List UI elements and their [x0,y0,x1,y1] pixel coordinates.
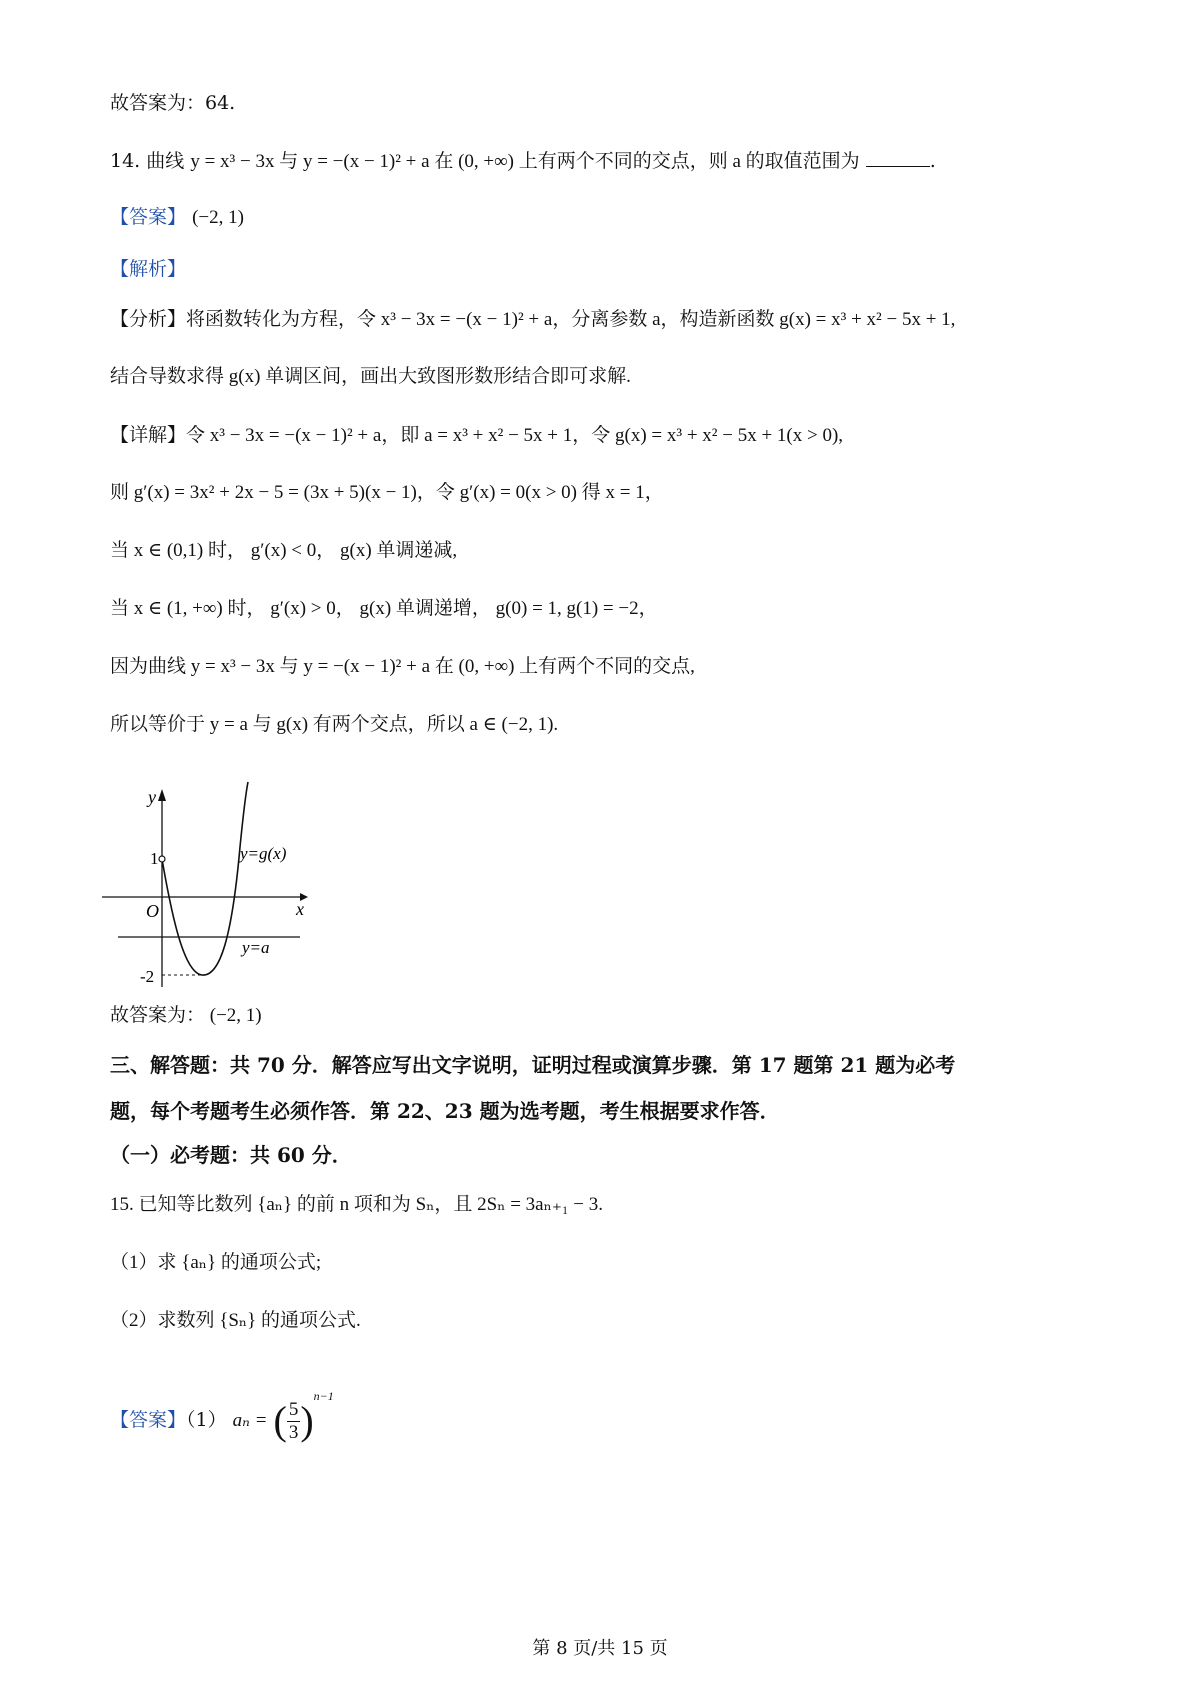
previous-answer: 故答案为：64. [110,92,236,114]
question-15-part-1: （1）求 {aₙ} 的通项公式; [110,1252,322,1273]
xiangjie-line-2: 则 g′(x) = 3x² + 2x − 5 = (3x + 5)(x − 1)，令 g′(x) = 0(x > 0) 得 x = 1， [110,482,664,503]
xiangjie-tag: 【详解】 [110,424,187,446]
origin-label: O [146,901,159,921]
xiangjie-line-5: 因为曲线 y = x³ − 3x 与 y = −(x − 1)² + a 在 (0, +∞) 上有两个不同的交点, [110,656,695,677]
question-14: 14. 曲线 y = x³ − 3x 与 y = −(x − 1)² + a 在 (0, +∞) 上有两个不同的交点，则 a 的取值范围为 . [110,150,936,172]
fenxi-line-2: 结合导数求得 g(x) 单调区间，画出大致图形数形结合即可求解. [110,366,631,387]
final-answer-text: 故答案为： (−2, 1) [110,1005,262,1026]
tick-label-neg2: -2 [140,967,155,986]
section-3-line-3: （一）必考题：共 60 分． [110,1143,352,1167]
fraction-numerator: 5 [288,1398,299,1420]
line-label: y=a [242,938,270,957]
y-axis-arrow [158,789,166,801]
question-14-number: 14. 曲线 [110,150,185,172]
section-3-line-2: 题，每个考题考生必须作答．第 22、23 题为选考题，考生根据要求作答． [110,1099,780,1123]
open-endpoint [159,856,165,862]
fenxi-text-1: 将函数转化为方程，令 x³ − 3x = −(x − 1)² + a，分离参数 a，构造新函数 g(x) = x³ + x² − 5x + 1, [186,309,956,330]
xiangjie-line-4: 当 x ∈ (1, +∞) 时， g′(x) > 0， g(x) 单调递增， g(0) = 1, g(1) = −2， [110,598,658,619]
answer-tag: 【答案】 [110,206,187,228]
answer-14-value: (−2, 1) [192,207,244,228]
fenxi-line-1 [110,304,955,335]
page-footer: 第 8 页/共 15 页 [532,1638,668,1659]
question-15: 15. 已知等比数列 {aₙ} 的前 n 项和为 Sₙ，且 2Sₙ = 3aₙ₊₁ − 3. [110,1194,603,1215]
question-14-text: y = x³ − 3x 与 y = −(x − 1)² + a 在 (0, +∞) 上有两个不同的交点，则 a 的取值范围为 [190,151,860,172]
right-paren: ) [300,1398,314,1443]
answer-15-lead: （1） [186,1409,227,1431]
left-paren: ( [273,1398,287,1443]
answer-15-lhs: aₙ = [232,1410,268,1431]
xiangjie-line-1 [110,420,843,451]
curve-g [162,782,248,975]
xiangjie-text-1: 令 x³ − 3x = −(x − 1)² + a，即 a = x³ + x² − 5x + 1，令 g(x) = x³ + x² − 5x + 1(x > 0), [186,425,844,446]
fenxi-tag: 【分析】 [110,308,187,330]
tick-label-1: 1 [150,849,159,868]
x-axis-label: x [296,899,304,919]
xiangjie-line-6: 所以等价于 y = a 与 g(x) 有两个交点，所以 a ∈ (−2, 1). [110,714,559,735]
analysis-tag: 【解析】 [110,258,187,280]
answer-15-line [110,1366,334,1451]
answer-14-line [110,202,244,233]
answer-15-tag: 【答案】 [110,1409,187,1431]
section-3-line-1: 三、解答题：共 70 分．解答应写出文字说明，证明过程或演算步骤．第 17 题第 21 题为必考 [110,1053,956,1077]
function-graph [100,762,320,986]
xiangjie-line-3: 当 x ∈ (0,1) 时， g′(x) < 0， g(x) 单调递减, [110,540,458,561]
question-15-part-2: （2）求数列 {Sₙ} 的通项公式. [110,1310,361,1331]
fraction-denominator: 3 [288,1421,299,1443]
y-axis-label: y [148,787,156,807]
answer-blank [866,148,930,167]
curve-label: y=g(x) [240,844,287,863]
answer-15-fraction [287,1399,301,1444]
final-answer-14 [110,1000,262,1031]
answer-15-exponent: n−1 [313,1389,334,1403]
